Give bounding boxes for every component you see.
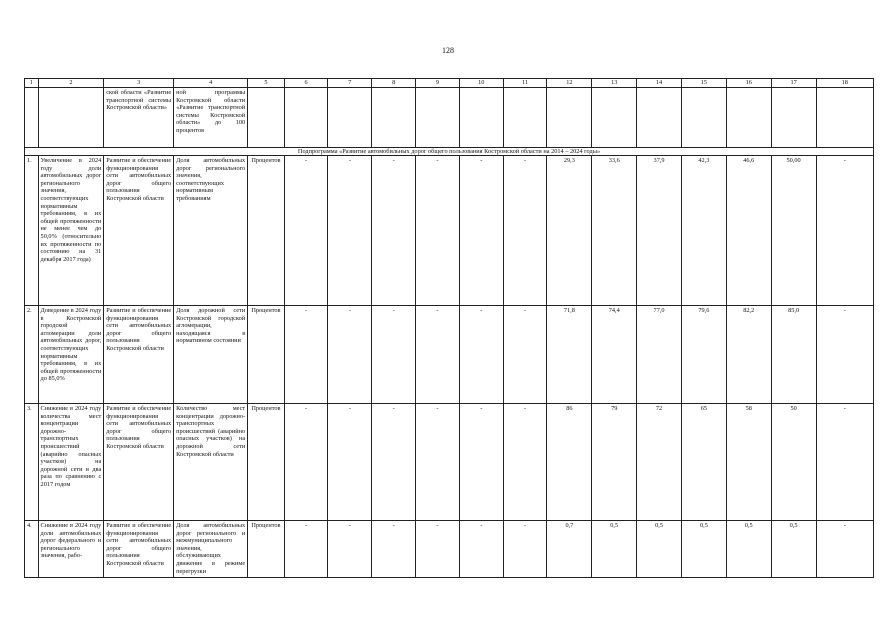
goal-cell: Увеличение в 2024 году доли автомобильных дорог регионального значения, соответствующих нормативным требованиям, в их общей протяженности не менее чем до 50,0% (относительно их протяженности по состоянию на 31 декабря 2017 года) — [38, 156, 104, 306]
value-cell: 85,0 — [771, 306, 816, 404]
goal-cell: Доведение в 2024 году в Костромской городской агломерации доли автомобильных дорог, соответствующих нормативным требованиям, в их общей протяженности до 85,0% — [38, 306, 104, 404]
value-cell: - — [416, 521, 460, 578]
value-cell: - — [284, 156, 328, 306]
value-cell: - — [328, 156, 372, 306]
row-number: 4. — [25, 521, 39, 578]
value-cell: - — [503, 306, 547, 404]
column-number: 15 — [681, 79, 726, 88]
value-cell: 72 — [637, 404, 682, 521]
value-cell: - — [816, 306, 873, 404]
column-number: 2 — [38, 79, 104, 88]
column-number: 14 — [637, 79, 682, 88]
value-cell: - — [284, 404, 328, 521]
column-number: 18 — [816, 79, 873, 88]
value-cell: 50 — [771, 404, 816, 521]
value-cell: - — [328, 521, 372, 578]
column-number: 1 — [25, 79, 39, 88]
value-cell: 37,9 — [637, 156, 682, 306]
value-cell: 77,0 — [637, 306, 682, 404]
value-cell: - — [459, 306, 503, 404]
value-cell: 0,5 — [726, 521, 771, 578]
unit-cell: Процентов — [248, 156, 285, 306]
subprogram-title: Подпрограмма «Развитие автомобильных дорог общего пользования Костромской области на 2014 – 2024 годы» — [25, 148, 874, 156]
goal-cell: Снижение в 2024 году количества мест концентрации дорожно-транспортных происшествий (аварийно опасных участков) на дорожной сети в два раза по сравнению с 2017 годом — [38, 404, 104, 521]
value-cell: - — [372, 156, 416, 306]
value-cell: - — [416, 306, 460, 404]
unit-cell: Процентов — [248, 521, 285, 578]
value-cell: 74,4 — [592, 306, 637, 404]
value-cell: 29,3 — [547, 156, 592, 306]
column-number: 11 — [503, 79, 547, 88]
task-cell: Развитие и обеспечение функционирования сети автомобильных дорог общего пользования Костромской области — [104, 404, 174, 521]
table-row — [25, 521, 874, 578]
value-cell: - — [459, 156, 503, 306]
column-number: 16 — [726, 79, 771, 88]
value-cell: - — [816, 521, 873, 578]
value-cell: 0,7 — [547, 521, 592, 578]
value-cell: - — [328, 404, 372, 521]
column-number: 13 — [592, 79, 637, 88]
column-number: 17 — [771, 79, 816, 88]
column-number: 6 — [284, 79, 328, 88]
value-cell: - — [372, 521, 416, 578]
value-cell: - — [503, 521, 547, 578]
indicator-cell: Доля дорожной сети Костромской городской агломерации, находящаяся в нормативном состоянии — [174, 306, 248, 404]
column-number: 9 — [416, 79, 460, 88]
column-number-row — [25, 79, 874, 88]
column-number: 8 — [372, 79, 416, 88]
continuation-task-cell: ской области «Развитие транспортной системы Костромской области» — [104, 88, 174, 148]
value-cell: 71,8 — [547, 306, 592, 404]
column-number: 10 — [459, 79, 503, 88]
continuation-row — [25, 88, 874, 148]
column-number: 7 — [328, 79, 372, 88]
row-number: 3. — [25, 404, 39, 521]
table-row — [25, 306, 874, 404]
subprogram-row — [25, 148, 874, 156]
table-row — [25, 404, 874, 521]
value-cell: - — [503, 404, 547, 521]
value-cell: 0,5 — [592, 521, 637, 578]
value-cell: 0,5 — [637, 521, 682, 578]
indicator-cell: Доля автомобильных дорог регионального и межмуниципального значения, обслуживающих движение в режиме перегрузки — [174, 521, 248, 578]
value-cell: - — [816, 404, 873, 521]
value-cell: 65 — [681, 404, 726, 521]
indicators-table — [24, 78, 874, 578]
unit-cell: Процентов — [248, 404, 285, 521]
value-cell: 33,6 — [592, 156, 637, 306]
continuation-indicator-cell: ной программы Костромской области «Развитие транспортной системы Костромской области» до 100 процентов — [174, 88, 248, 148]
unit-cell: Процентов — [248, 306, 285, 404]
value-cell: 0,5 — [681, 521, 726, 578]
value-cell: - — [503, 156, 547, 306]
column-number: 5 — [248, 79, 285, 88]
value-cell: - — [284, 521, 328, 578]
value-cell: - — [416, 404, 460, 521]
value-cell: 86 — [547, 404, 592, 521]
row-number: 1. — [25, 156, 39, 306]
indicator-cell: Количество мест концентрации дорожно-транспортных происшествий (аварийно опасных участков) на дорожной сети Костромской области — [174, 404, 248, 521]
value-cell: - — [459, 404, 503, 521]
value-cell: - — [328, 306, 372, 404]
value-cell: - — [372, 404, 416, 521]
row-number: 2. — [25, 306, 39, 404]
value-cell: 79 — [592, 404, 637, 521]
value-cell: - — [816, 156, 873, 306]
value-cell: 46,6 — [726, 156, 771, 306]
column-number: 12 — [547, 79, 592, 88]
goal-cell: Снижение в 2024 году доли автомобильных дорог федерального и регионального значения, рабо- — [38, 521, 104, 578]
value-cell: 82,2 — [726, 306, 771, 404]
value-cell: 0,5 — [771, 521, 816, 578]
column-number: 3 — [104, 79, 174, 88]
indicator-cell: Доля автомобильных дорог регионального значения, соответствующих нормативным требованиям — [174, 156, 248, 306]
value-cell: - — [284, 306, 328, 404]
value-cell: - — [372, 306, 416, 404]
value-cell: 58 — [726, 404, 771, 521]
task-cell: Развитие и обеспечение функционирования сети автомобильных дорог общего пользования Костромской области — [104, 521, 174, 578]
table-row — [25, 156, 874, 306]
value-cell: 79,6 — [681, 306, 726, 404]
page-number: 128 — [442, 46, 454, 55]
task-cell: Развитие и обеспечение функционирования сети автомобильных дорог общего пользования Костромской области — [104, 306, 174, 404]
value-cell: 42,3 — [681, 156, 726, 306]
value-cell: - — [416, 156, 460, 306]
value-cell: - — [459, 521, 503, 578]
value-cell: 50,00 — [771, 156, 816, 306]
column-number: 4 — [174, 79, 248, 88]
task-cell: Развитие и обеспечение функционирования сети автомобильных дорог общего пользования Костромской области — [104, 156, 174, 306]
